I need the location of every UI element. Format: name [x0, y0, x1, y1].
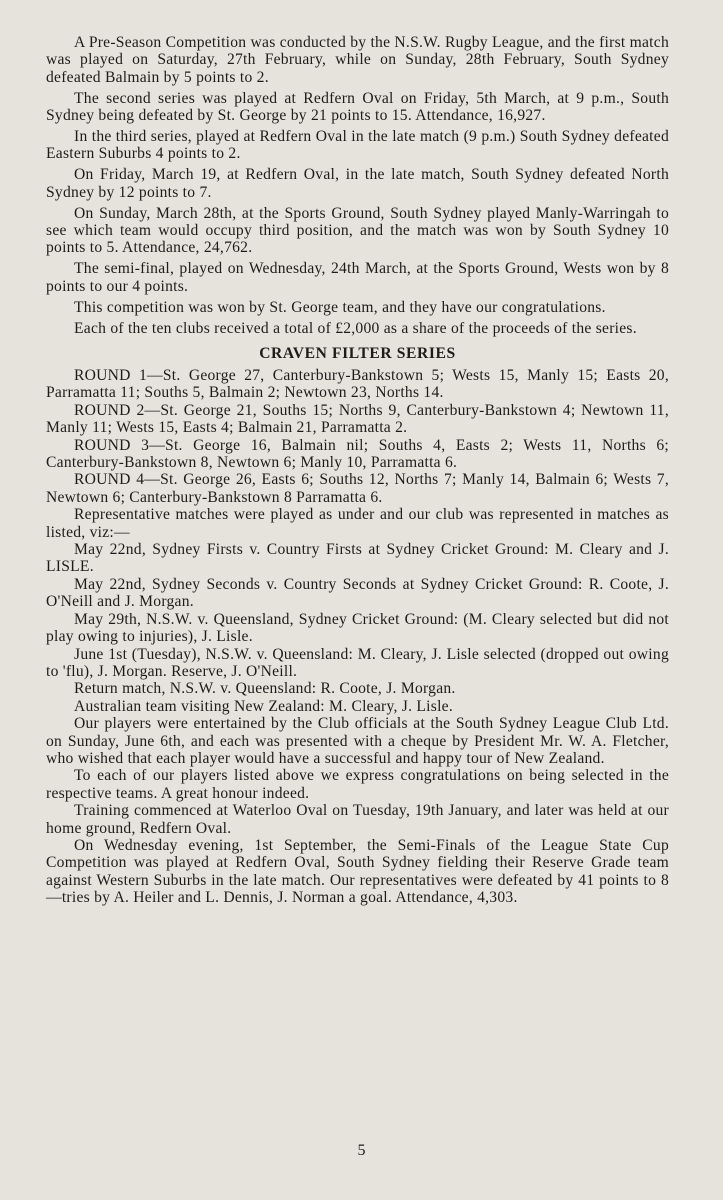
round-result: ROUND 3—St. George 16, Balmain nil; Souths 4, Easts 2; Wests 11, Norths 6; Canterbury-Bankstown 8, Newtown 6; Manly 10, Parramatta 6. — [46, 436, 669, 472]
section-heading: CRAVEN FILTER SERIES — [259, 345, 456, 362]
paragraph: On Wednesday evening, 1st September, the Semi-Finals of the League State Cup Competition was played at Redfern Oval, South Sydney fielding their Reserve Grade team against Western Suburbs in the late match. Our representatives were defeated by 41 points to 8—tries by A. Heiler and L. Dennis, J. Norman a goal. Attendance, 4,303. — [46, 836, 669, 907]
page-number: 5 — [357, 1142, 366, 1159]
paragraph: On Sunday, March 28th, at the Sports Ground, South Sydney played Manly-Warringah to see which team would occupy third position, and the match was won by South Sydney 10 points to 5. Attendance, 24,762. — [46, 204, 669, 257]
paragraph: May 22nd, Sydney Seconds v. Country Seconds at Sydney Cricket Ground: R. Coote, J. O'Neill and J. Morgan. — [46, 575, 669, 611]
paragraph: Australian team visiting New Zealand: M. Cleary, J. Lisle. — [74, 697, 453, 715]
rounds-section — [46, 367, 669, 506]
round-result: ROUND 2—St. George 21, Souths 15; Norths 9, Canterbury-Bankstown 4; Newtown 11, Manly 11; Wests 15, Easts 4; Balmain 21, Parramatta 2. — [46, 401, 669, 437]
representative-section — [46, 506, 669, 906]
paragraph: Each of the ten clubs received a total of £2,000 as a share of the proceeds of the series. — [74, 319, 637, 337]
paragraph: In the third series, played at Redfern Oval in the late match (9 p.m.) South Sydney defeated Eastern Suburbs 4 points to 2. — [46, 128, 669, 163]
paragraph: This competition was won by St. George team, and they have our congratulations. — [74, 298, 606, 316]
paragraph: The semi-final, played on Wednesday, 24th March, at the Sports Ground, Wests won by 8 points to our 4 points. — [46, 260, 669, 295]
paragraph: A Pre-Season Competition was conducted by the N.S.W. Rugby League, and the first match was played on Saturday, 27th February, while on Sunday, 28th February, South Sydney defeated Balmain by 5 points to 2. — [46, 34, 669, 86]
paragraph: May 22nd, Sydney Firsts v. Country Firsts at Sydney Cricket Ground: M. Cleary and J. LISLE. — [46, 541, 669, 576]
round-result: ROUND 4—St. George 26, Easts 6; Souths 12, Norths 7; Manly 14, Balmain 6; Wests 7, Newtown 6; Canterbury-Bankstown 8 Parramatta 6. — [46, 471, 669, 506]
round-result: ROUND 1—St. George 27, Canterbury-Bankstown 5; Wests 15, Manly 15; Easts 20, Parramatta 11; Souths 5, Balmain 2; Newtown 23, Norths 14. — [46, 367, 669, 402]
paragraph: Our players were entertained by the Club officials at the South Sydney League Club Ltd. on Sunday, June 6th, and each was presented with a cheque by President Mr. W. A. Fletcher, who wished that each player would have a successful and happy tour of New Zealand. — [46, 715, 669, 767]
paragraph: Training commenced at Waterloo Oval on Tuesday, 19th January, and later was held at our home ground, Redfern Oval. — [46, 802, 669, 837]
paragraph: The second series was played at Redfern Oval on Friday, 5th March, at 9 p.m., South Sydney being defeated by St. George by 21 points to 15. Attendance, 16,927. — [46, 89, 669, 125]
paragraph: June 1st (Tuesday), N.S.W. v. Queensland: M. Cleary, J. Lisle selected (dropped out owing to 'flu), J. Morgan. Reserve, J. O'Neill. — [46, 645, 669, 680]
paragraph: On Friday, March 19, at Redfern Oval, in the late match, South Sydney defeated North Sydney by 12 points to 7. — [46, 166, 669, 201]
pre-season-section — [46, 34, 669, 337]
paragraph: Return match, N.S.W. v. Queensland: R. Coote, J. Morgan. — [74, 680, 456, 698]
paragraph: Representative matches were played as under and our club was represented in matches as listed, viz:— — [46, 506, 669, 541]
paragraph: To each of our players listed above we express congratulations on being selected in the respective teams. A great honour indeed. — [46, 767, 669, 802]
paragraph: May 29th, N.S.W. v. Queensland, Sydney Cricket Ground: (M. Cleary selected but did not play owing to injuries), J. Lisle. — [46, 610, 669, 646]
